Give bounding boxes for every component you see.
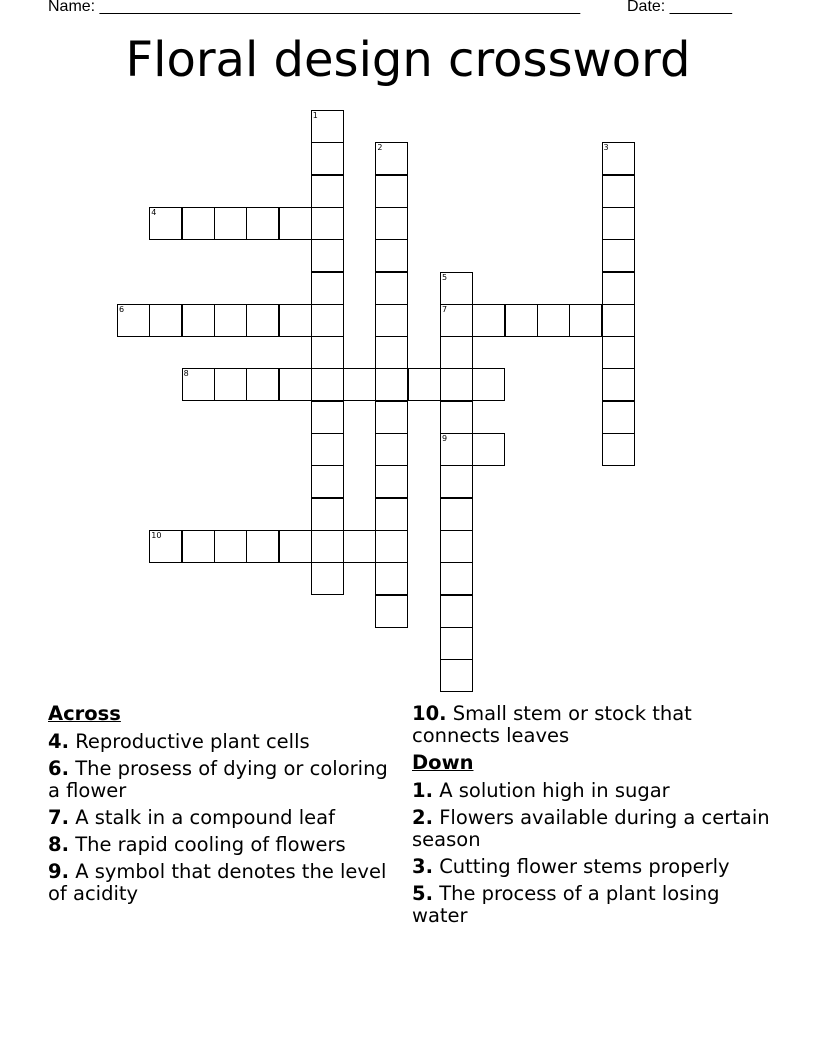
grid-cell[interactable] (408, 368, 441, 401)
clue-across-9 (48, 861, 388, 905)
grid-cell[interactable] (149, 207, 182, 240)
grid-cell[interactable] (311, 175, 344, 208)
grid-cell[interactable] (537, 304, 570, 337)
grid-cell[interactable] (375, 401, 408, 434)
grid-cell[interactable] (182, 368, 215, 401)
clue-number: 9. (48, 860, 69, 883)
across-heading: Across (48, 702, 121, 725)
grid-cell[interactable] (440, 595, 473, 628)
grid-cell[interactable] (602, 368, 635, 401)
clue-number: 4. (48, 730, 69, 753)
grid-cell[interactable] (279, 530, 312, 563)
clue-text: The rapid cooling of flowers (75, 833, 346, 856)
grid-cell[interactable] (472, 368, 505, 401)
name-blank[interactable]: ______________________________________________________ (99, 0, 581, 15)
grid-cell[interactable] (343, 368, 376, 401)
grid-cell[interactable] (311, 498, 344, 531)
grid-cell[interactable] (311, 401, 344, 434)
grid-cell[interactable] (375, 562, 408, 595)
grid-cell[interactable] (440, 562, 473, 595)
grid-cell[interactable] (311, 368, 344, 401)
grid-cell[interactable] (440, 498, 473, 531)
grid-cell[interactable] (375, 304, 408, 337)
grid-cell[interactable] (279, 368, 312, 401)
grid-cell[interactable] (375, 595, 408, 628)
grid-cell[interactable] (182, 304, 215, 337)
grid-cell[interactable] (602, 142, 635, 175)
grid-cell[interactable] (375, 465, 408, 498)
grid-cell[interactable] (440, 304, 473, 337)
clue-number: 3. (412, 855, 433, 878)
clue-across-10 (412, 703, 772, 747)
grid-cell[interactable] (440, 530, 473, 563)
clue-across-6 (48, 758, 388, 802)
grid-cell[interactable] (149, 304, 182, 337)
grid-cell[interactable] (311, 304, 344, 337)
grid-cell[interactable] (440, 465, 473, 498)
clue-text: The prosess of dying or coloring a flower (48, 757, 388, 802)
grid-cell[interactable] (246, 530, 279, 563)
grid-cell[interactable] (311, 110, 344, 143)
grid-cell[interactable] (311, 562, 344, 595)
date-blank[interactable]: _______ (669, 0, 732, 15)
grid-cell[interactable] (182, 530, 215, 563)
clue-number-label: 4 (151, 207, 157, 217)
grid-cell[interactable] (375, 498, 408, 531)
grid-cell[interactable] (246, 207, 279, 240)
clue-down-1 (412, 780, 772, 802)
grid-cell[interactable] (343, 530, 376, 563)
grid-cell[interactable] (214, 304, 247, 337)
grid-cell[interactable] (375, 175, 408, 208)
grid-cell[interactable] (440, 659, 473, 692)
grid-cell[interactable] (149, 530, 182, 563)
clue-number-label: 10 (151, 530, 162, 540)
date-label: Date: (627, 0, 666, 15)
grid-cell[interactable] (311, 433, 344, 466)
grid-cell[interactable] (472, 433, 505, 466)
grid-cell[interactable] (214, 368, 247, 401)
grid-cell[interactable] (472, 304, 505, 337)
clue-text: Flowers available during a certain season (412, 806, 770, 851)
grid-cell[interactable] (279, 304, 312, 337)
clue-down-5 (412, 883, 772, 927)
grid-cell[interactable] (375, 433, 408, 466)
grid-cell[interactable] (182, 207, 215, 240)
clues-right-column (412, 703, 772, 932)
clue-down-2 (412, 807, 772, 851)
grid-cell[interactable] (214, 530, 247, 563)
grid-cell[interactable] (602, 175, 635, 208)
grid-cell[interactable] (311, 530, 344, 563)
clue-number-label: 6 (119, 304, 125, 314)
clue-number-label: 7 (442, 304, 448, 314)
grid-cell[interactable] (602, 207, 635, 240)
clue-down-3 (412, 856, 772, 878)
grid-cell[interactable] (440, 627, 473, 660)
grid-cell[interactable] (311, 336, 344, 369)
grid-cell[interactable] (440, 401, 473, 434)
clue-number-label: 3 (603, 143, 609, 153)
grid-cell[interactable] (602, 433, 635, 466)
clue-number: 1. (412, 779, 433, 802)
grid-cell[interactable] (375, 207, 408, 240)
page-title: Floral design crossword (125, 32, 691, 88)
grid-cell[interactable] (602, 272, 635, 305)
clue-across-8 (48, 834, 388, 856)
grid-cell[interactable] (311, 142, 344, 175)
clue-text: Reproductive plant cells (75, 730, 310, 753)
clues-left-column (48, 703, 388, 910)
clue-number: 2. (412, 806, 433, 829)
grid-cell[interactable] (246, 368, 279, 401)
name-label: Name: (48, 0, 96, 15)
clue-text: The process of a plant losing water (412, 882, 720, 927)
grid-cell[interactable] (311, 239, 344, 272)
grid-cell[interactable] (375, 530, 408, 563)
clue-text: Cutting flower stems properly (439, 855, 730, 878)
grid-cell[interactable] (440, 272, 473, 305)
grid-cell[interactable] (375, 336, 408, 369)
clue-number-label: 1 (312, 111, 318, 120)
grid-cell[interactable] (214, 207, 247, 240)
clue-number-label: 8 (183, 369, 189, 379)
grid-cell[interactable] (602, 304, 635, 337)
clue-across-7 (48, 807, 388, 829)
clue-number: 5. (412, 882, 433, 905)
grid-cell[interactable] (440, 336, 473, 369)
down-heading: Down (412, 751, 474, 774)
clue-number-label: 9 (442, 434, 448, 443)
grid-cell[interactable] (375, 142, 408, 175)
grid-cell[interactable] (246, 304, 279, 337)
clue-number: 6. (48, 757, 69, 780)
clue-number: 8. (48, 833, 69, 856)
grid-cell[interactable] (375, 239, 408, 272)
grid-cell[interactable] (311, 207, 344, 240)
clue-number: 10. (412, 702, 447, 725)
clue-text: A stalk in a compound leaf (75, 806, 335, 829)
clue-text: A solution high in sugar (439, 779, 670, 802)
grid-cell[interactable] (375, 368, 408, 401)
grid-cell[interactable] (311, 465, 344, 498)
clue-text: A symbol that denotes the level of acidity (48, 860, 387, 905)
grid-cell[interactable] (279, 207, 312, 240)
grid-cell[interactable] (117, 304, 150, 337)
clue-across-4 (48, 731, 388, 753)
clue-number-label: 5 (442, 272, 448, 282)
grid-cell[interactable] (505, 304, 538, 337)
grid-cell[interactable] (602, 336, 635, 369)
grid-cell[interactable] (375, 272, 408, 305)
clue-number-label: 2 (377, 143, 383, 153)
grid-cell[interactable] (440, 368, 473, 401)
grid-cell[interactable] (569, 304, 602, 337)
clue-text: Small stem or stock that connects leaves (412, 702, 692, 747)
clue-number: 7. (48, 806, 69, 829)
grid-cell[interactable] (440, 433, 473, 466)
grid-cell[interactable] (311, 272, 344, 305)
grid-cell[interactable] (602, 239, 635, 272)
grid-cell[interactable] (602, 401, 635, 434)
